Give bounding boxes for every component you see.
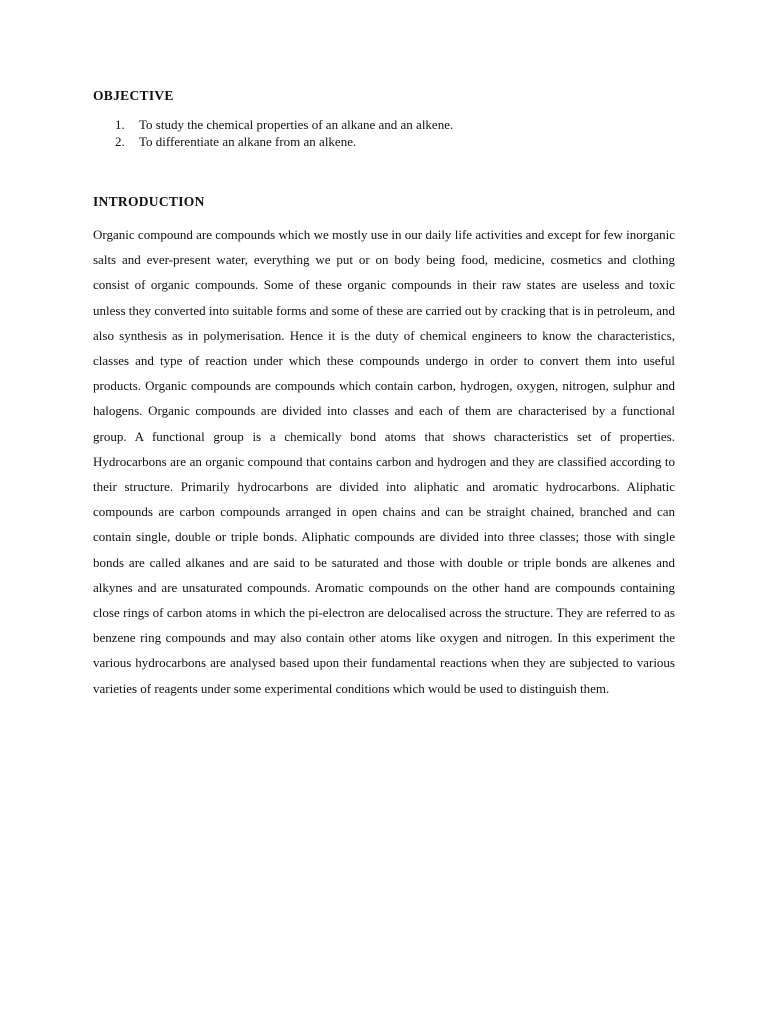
objective-item-text: To differentiate an alkane from an alkene. [139, 134, 357, 149]
introduction-paragraph: Organic compound are compounds which we mostly use in our daily life activities and except for few inorganic salts and ever-present water, everything we put or on body being food, medicine, cosmetics and clothing consist of organic compounds. Some of these organic compounds in their raw states are useless and toxic unless they converted into suitable forms and some of these are carried out by cracking that is in petroleum, and also synthesis as in polymerisation. Hence it is the duty of chemical engineers to know the characteristics, classes and type of reaction under which these compounds undergo in order to convert them into useful products. Organic compounds are compounds which contain carbon, hydrogen, oxygen, nitrogen, sulphur and halogens. Organic compounds are divided into classes and each of them are characterised by a functional group. A functional group is a chemically bond atoms that shows characteristics set of properties. Hydrocarbons are an organic compound that contains carbon and hydrogen and they are classified according to their structure. Primarily hydrocarbons are divided into aliphatic and aromatic hydrocarbons. Aliphatic compounds are carbon compounds arranged in open chains and can be straight chained, branched and can contain single, double or triple bonds. Aliphatic compounds are divided into three classes; those with single bonds are called alkanes and are said to be saturated and those with double or triple bonds are alkenes and alkynes and are unsaturated compounds. Aromatic compounds on the other hand are compounds containing close rings of carbon atoms in which the pi-electron are delocalised across the structure. They are referred to as benzene ring compounds and may also contain other atoms like oxygen and nitrogen. In this experiment the various hydrocarbons are analysed based upon their fundamental reactions when they are subjected to various varieties of reagents under some experimental conditions which would be used to distinguish them. [93, 227, 675, 696]
document-page [93, 86, 675, 701]
objective-heading: OBJECTIVE [93, 88, 174, 103]
introduction-heading: INTRODUCTION [93, 194, 205, 209]
objective-item [115, 133, 675, 150]
objective-item-number: 2. [115, 134, 125, 149]
objective-list [93, 116, 675, 150]
objective-item-number: 1. [115, 117, 125, 132]
objective-item [115, 116, 675, 133]
objective-item-text: To study the chemical properties of an alkane and an alkene. [139, 117, 454, 132]
